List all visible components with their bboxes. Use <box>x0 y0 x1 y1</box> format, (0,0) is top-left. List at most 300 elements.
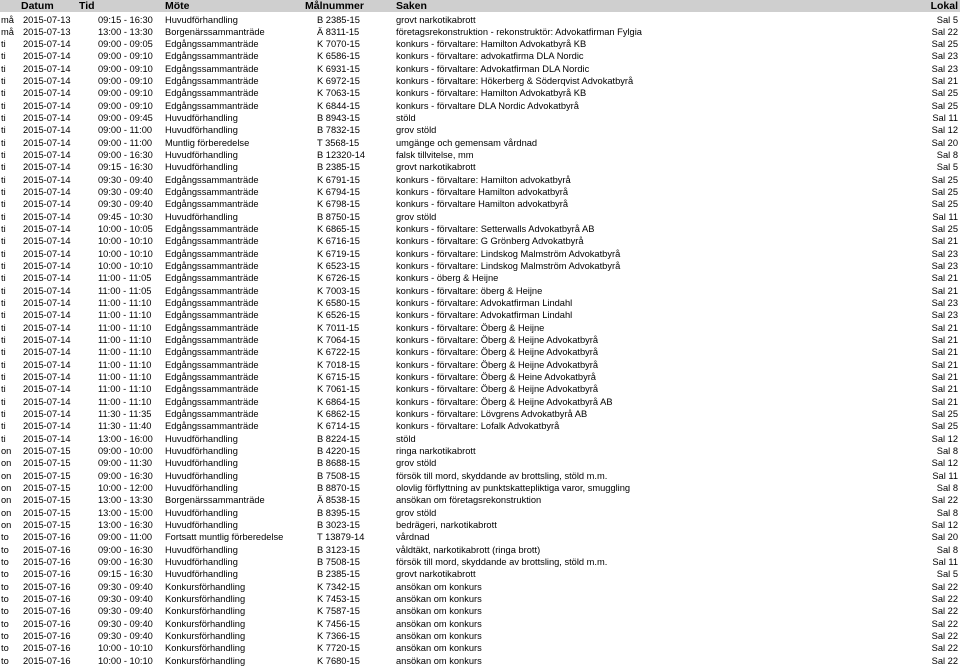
cell-date: 2015-07-14 <box>23 372 71 383</box>
cell-case-number: K 6726-15 <box>317 273 360 284</box>
cell-case-number: K 7061-15 <box>317 384 360 395</box>
cell-case-subject: konkurs - förvaltare: Hökerberg & Söderqvist Advokatbyrå <box>396 76 634 87</box>
cell-meeting-type: Edgångssammanträde <box>165 396 259 407</box>
cell-room: Sal 21 <box>931 359 958 370</box>
cell-date: 2015-07-14 <box>23 224 71 235</box>
table-row <box>0 618 960 631</box>
table-row <box>0 186 960 199</box>
cell-case-number: K 6798-15 <box>317 199 360 210</box>
table-row <box>0 383 960 396</box>
cell-weekday: ti <box>1 248 6 259</box>
cell-date: 2015-07-14 <box>23 359 71 370</box>
cell-meeting-type: Edgångssammanträde <box>165 248 259 259</box>
cell-date: 2015-07-14 <box>23 211 71 222</box>
cell-case-subject: konkurs - öberg & Heijne <box>396 273 499 284</box>
cell-meeting-type: Borgenärssammanträde <box>165 495 265 506</box>
cell-time: 10:00 - 10:10 <box>98 248 153 259</box>
cell-time: 11:00 - 11:10 <box>98 298 152 309</box>
cell-date: 2015-07-14 <box>23 76 71 87</box>
cell-weekday: to <box>1 544 9 555</box>
cell-weekday: ti <box>1 372 6 383</box>
cell-date: 2015-07-14 <box>23 248 71 259</box>
cell-case-subject: konkurs - förvaltare: Öberg & Heijne Advokatbyrå <box>396 335 599 346</box>
table-row <box>0 396 960 409</box>
cell-weekday: ti <box>1 433 6 444</box>
cell-case-subject: konkurs - förvaltare: Öberg & Heijne Advokatbyrå <box>396 384 599 395</box>
table-row <box>0 408 960 421</box>
cell-case-subject: konkurs - förvaltare: Advokatfirman DLA Nordic <box>396 63 590 74</box>
table-row <box>0 260 960 273</box>
cell-weekday: ti <box>1 396 6 407</box>
cell-room: Sal 21 <box>931 372 958 383</box>
cell-meeting-type: Edgångssammanträde <box>165 421 259 432</box>
cell-room: Sal 25 <box>931 100 958 111</box>
table-row <box>0 174 960 187</box>
cell-meeting-type: Edgångssammanträde <box>165 199 259 210</box>
cell-case-number: K 7064-15 <box>317 335 360 346</box>
cell-meeting-type: Borgenärssammanträde <box>165 26 265 37</box>
cell-case-subject: grov stöld <box>396 507 437 518</box>
cell-room: Sal 11 <box>932 557 958 568</box>
cell-time: 09:30 - 09:40 <box>98 618 153 629</box>
cell-time: 09:30 - 09:40 <box>98 199 153 210</box>
cell-meeting-type: Huvudförhandling <box>165 483 238 494</box>
cell-case-number: K 6715-15 <box>317 372 360 383</box>
cell-meeting-type: Huvudförhandling <box>165 162 238 173</box>
cell-case-number: K 6931-15 <box>317 63 360 74</box>
cell-weekday: ti <box>1 174 6 185</box>
cell-case-subject: konkurs - förvaltare: Lövgrens Advokatbyrå AB <box>396 409 588 420</box>
cell-room: Sal 20 <box>931 532 958 543</box>
cell-meeting-type: Edgångssammanträde <box>165 298 259 309</box>
cell-case-subject: konkurs - förvaltare Hamilton advokatbyrå <box>396 199 569 210</box>
cell-case-subject: konkurs - förvaltare Hamilton advokatbyrå <box>396 187 569 198</box>
table-row <box>0 605 960 618</box>
cell-weekday: ti <box>1 211 6 222</box>
cell-room: Sal 21 <box>931 285 958 296</box>
cell-weekday: ti <box>1 409 6 420</box>
cell-case-subject: grov stöld <box>396 125 437 136</box>
cell-case-subject: konkurs - förvaltare: öberg & Heijne <box>396 285 543 296</box>
cell-time: 09:00 - 09:45 <box>98 113 153 124</box>
cell-case-number: B 2385-15 <box>317 569 360 580</box>
cell-case-number: K 7587-15 <box>317 606 360 617</box>
cell-room: Sal 8 <box>936 483 958 494</box>
cell-case-number: B 8943-15 <box>317 113 360 124</box>
cell-weekday: ti <box>1 187 6 198</box>
cell-time: 11:00 - 11:10 <box>98 372 152 383</box>
table-row <box>0 581 960 594</box>
cell-meeting-type: Konkursförhandling <box>165 594 246 604</box>
table-row <box>0 642 960 655</box>
cell-time: 09:15 - 16:30 <box>98 162 153 173</box>
cell-meeting-type: Huvudförhandling <box>165 150 238 161</box>
cell-room: Sal 21 <box>931 347 958 358</box>
cell-weekday: ti <box>1 224 6 235</box>
cell-room: Sal 25 <box>931 88 958 99</box>
cell-case-number: Ä 8311-15 <box>317 26 360 37</box>
cell-weekday: to <box>1 618 9 629</box>
cell-room: Sal 25 <box>931 409 958 420</box>
cell-case-subject: ansökan om konkurs <box>396 594 482 604</box>
cell-room: Sal 25 <box>931 199 958 210</box>
cell-weekday: to <box>1 643 9 654</box>
cell-meeting-type: Edgångssammanträde <box>165 273 259 284</box>
cell-room: Sal 21 <box>931 236 958 247</box>
cell-case-number: K 7680-15 <box>317 655 360 666</box>
table-row <box>0 272 960 285</box>
cell-case-number: K 6586-15 <box>317 51 360 62</box>
table-row <box>0 14 960 27</box>
table-row <box>0 297 960 310</box>
cell-meeting-type: Edgångssammanträde <box>165 322 259 333</box>
cell-case-subject: konkurs - förvaltare: Öberg & Heijne Advokatbyrå <box>396 347 599 358</box>
cell-meeting-type: Edgångssammanträde <box>165 174 259 185</box>
cell-time: 13:00 - 13:30 <box>98 495 153 506</box>
cell-time: 09:00 - 11:00 <box>98 137 153 148</box>
cell-case-number: K 7342-15 <box>317 581 360 592</box>
cell-date: 2015-07-15 <box>23 483 71 494</box>
cell-time: 11:30 - 11:35 <box>98 409 152 420</box>
cell-case-subject: konkurs - förvaltare: Öberg & Heijne Advokatbyrå AB <box>396 396 613 407</box>
cell-case-subject: ringa narkotikabrott <box>396 446 476 457</box>
cell-weekday: on <box>1 495 12 506</box>
cell-weekday: to <box>1 655 9 666</box>
table-row <box>0 531 960 544</box>
cell-date: 2015-07-16 <box>23 581 71 592</box>
cell-date: 2015-07-14 <box>23 162 71 173</box>
table-row <box>0 149 960 162</box>
cell-case-number: Ä 8538-15 <box>317 495 360 506</box>
cell-case-subject: konkurs - förvaltare: advokatfirma DLA Nordic <box>396 51 584 62</box>
table-row <box>0 50 960 63</box>
cell-meeting-type: Konkursförhandling <box>165 631 246 641</box>
cell-case-subject: konkurs - förvaltare: Öberg & Heijne Advokatbyrå <box>396 359 599 370</box>
cell-date: 2015-07-15 <box>23 495 71 506</box>
cell-weekday: ti <box>1 285 6 296</box>
table-row <box>0 445 960 458</box>
cell-date: 2015-07-14 <box>23 113 71 124</box>
cell-room: Sal 23 <box>931 310 958 321</box>
table-row <box>0 457 960 470</box>
cell-case-subject: grov stöld <box>396 458 437 469</box>
cell-weekday: on <box>1 458 12 469</box>
cell-time: 10:00 - 10:10 <box>98 261 153 272</box>
cell-meeting-type: Edgångssammanträde <box>165 261 259 272</box>
table-row <box>0 137 960 150</box>
cell-weekday: on <box>1 446 12 457</box>
cell-weekday: ti <box>1 76 6 87</box>
cell-room: Sal 21 <box>931 76 958 87</box>
cell-case-number: B 3023-15 <box>317 520 360 531</box>
cell-case-number: K 7070-15 <box>317 39 360 50</box>
cell-case-number: K 6716-15 <box>317 236 360 247</box>
table-row <box>0 334 960 347</box>
cell-room: Sal 22 <box>931 594 958 604</box>
cell-case-subject: grov stöld <box>396 211 437 222</box>
cell-time: 09:00 - 16:30 <box>98 557 153 568</box>
table-row <box>0 544 960 557</box>
cell-meeting-type: Huvudförhandling <box>165 433 238 444</box>
table-row <box>0 223 960 236</box>
cell-weekday: ti <box>1 421 6 432</box>
table-row <box>0 124 960 137</box>
cell-date: 2015-07-14 <box>23 347 71 358</box>
cell-time: 09:30 - 09:40 <box>98 594 153 604</box>
cell-weekday: on <box>1 470 12 481</box>
cell-case-subject: olovlig förflyttning av punktskattepliktiga varor, smuggling <box>396 483 631 494</box>
cell-weekday: to <box>1 606 9 617</box>
cell-room: Sal 22 <box>931 643 958 654</box>
cell-case-number: B 8224-15 <box>317 433 360 444</box>
cell-weekday: ti <box>1 63 6 74</box>
cell-meeting-type: Edgångssammanträde <box>165 187 259 198</box>
table-row <box>0 593 960 606</box>
cell-time: 11:00 - 11:10 <box>98 347 152 358</box>
table-row <box>0 433 960 446</box>
cell-date: 2015-07-14 <box>23 421 71 432</box>
cell-room: Sal 23 <box>931 261 958 272</box>
cell-meeting-type: Edgångssammanträde <box>165 224 259 235</box>
cell-meeting-type: Edgångssammanträde <box>165 100 259 111</box>
table-row <box>0 470 960 483</box>
cell-case-number: K 7018-15 <box>317 359 360 370</box>
cell-case-subject: bedrägeri, narkotikabrott <box>396 520 497 531</box>
cell-date: 2015-07-16 <box>23 569 71 580</box>
cell-date: 2015-07-16 <box>23 618 71 629</box>
cell-room: Sal 22 <box>931 631 958 641</box>
cell-case-subject: konkurs - förvaltare: Öberg & Heijne <box>396 322 545 333</box>
cell-meeting-type: Edgångssammanträde <box>165 236 259 247</box>
table-row <box>0 75 960 88</box>
cell-meeting-type: Muntlig förberedelse <box>165 137 250 148</box>
cell-time: 13:00 - 15:00 <box>98 507 153 518</box>
cell-time: 09:00 - 09:10 <box>98 100 153 111</box>
cell-date: 2015-07-14 <box>23 150 71 161</box>
cell-weekday: to <box>1 631 9 641</box>
cell-weekday: on <box>1 520 12 531</box>
cell-date: 2015-07-14 <box>23 335 71 346</box>
cell-time: 11:00 - 11:10 <box>98 396 152 407</box>
table-row <box>0 285 960 298</box>
cell-date: 2015-07-16 <box>23 631 71 641</box>
cell-room: Sal 22 <box>931 495 958 506</box>
cell-case-number: B 7508-15 <box>317 557 360 568</box>
cell-room: Sal 22 <box>931 655 958 666</box>
table-row <box>0 322 960 335</box>
table-row <box>0 198 960 211</box>
cell-date: 2015-07-14 <box>23 310 71 321</box>
cell-date: 2015-07-14 <box>23 298 71 309</box>
cell-room: Sal 21 <box>931 384 958 395</box>
cell-room: Sal 25 <box>931 224 958 235</box>
cell-case-subject: ansökan om konkurs <box>396 581 482 592</box>
cell-case-subject: konkurs - förvaltare: Setterwalls Advokatbyrå AB <box>396 224 595 235</box>
cell-time: 09:00 - 10:00 <box>98 446 153 457</box>
cell-case-subject: konkurs - förvaltare: Lofalk Advokatbyrå <box>396 421 560 432</box>
cell-date: 2015-07-14 <box>23 100 71 111</box>
cell-weekday: må <box>1 14 14 25</box>
cell-room: Sal 25 <box>931 174 958 185</box>
cell-room: Sal 5 <box>936 14 958 25</box>
cell-room: Sal 25 <box>931 39 958 50</box>
cell-weekday: on <box>1 483 12 494</box>
cell-time: 09:00 - 09:10 <box>98 63 153 74</box>
cell-date: 2015-07-14 <box>23 199 71 210</box>
cell-case-subject: konkurs - förvaltare DLA Nordic Advokatbyrå <box>396 100 579 111</box>
cell-time: 09:00 - 09:10 <box>98 88 153 99</box>
cell-case-number: K 7003-15 <box>317 285 360 296</box>
cell-weekday: ti <box>1 137 6 148</box>
cell-meeting-type: Edgångssammanträde <box>165 88 259 99</box>
cell-meeting-type: Huvudförhandling <box>165 211 238 222</box>
cell-case-subject: konkurs - förvaltare: Advokatfirman Lindahl <box>396 298 573 309</box>
cell-case-number: T 3568-15 <box>317 137 360 148</box>
cell-case-number: B 8395-15 <box>317 507 360 518</box>
table-row <box>0 630 960 643</box>
cell-case-number: K 6862-15 <box>317 409 360 420</box>
header-datum: Datum <box>21 0 54 12</box>
cell-meeting-type: Huvudförhandling <box>165 446 238 457</box>
cell-case-number: K 6714-15 <box>317 421 360 432</box>
cell-meeting-type: Huvudförhandling <box>165 113 238 124</box>
cell-date: 2015-07-14 <box>23 137 71 148</box>
cell-time: 09:15 - 16:30 <box>98 14 153 25</box>
cell-date: 2015-07-14 <box>23 174 71 185</box>
cell-case-subject: konkurs - förvaltare: Lindskog Malmström Advokatbyrå <box>396 248 621 259</box>
cell-time: 09:00 - 11:00 <box>98 532 153 543</box>
cell-weekday: ti <box>1 347 6 358</box>
cell-time: 13:00 - 13:30 <box>98 26 153 37</box>
cell-time: 10:00 - 10:10 <box>98 643 153 654</box>
cell-room: Sal 23 <box>931 248 958 259</box>
cell-time: 09:00 - 09:05 <box>98 39 153 50</box>
cell-date: 2015-07-16 <box>23 643 71 654</box>
cell-case-subject: företagsrekonstruktion - rekonstruktör: Advokatfirman Fylgia <box>396 26 642 37</box>
cell-date: 2015-07-16 <box>23 532 71 543</box>
cell-case-number: K 7456-15 <box>317 618 360 629</box>
cell-date: 2015-07-14 <box>23 396 71 407</box>
cell-case-number: B 7832-15 <box>317 125 360 136</box>
table-row <box>0 63 960 76</box>
cell-case-number: B 4220-15 <box>317 446 360 457</box>
cell-case-number: K 6580-15 <box>317 298 360 309</box>
cell-weekday: ti <box>1 384 6 395</box>
cell-meeting-type: Edgångssammanträde <box>165 51 259 62</box>
cell-case-number: B 3123-15 <box>317 544 360 555</box>
cell-case-subject: ansökan om konkurs <box>396 631 482 641</box>
cell-weekday: ti <box>1 310 6 321</box>
cell-date: 2015-07-15 <box>23 507 71 518</box>
cell-weekday: ti <box>1 335 6 346</box>
cell-case-subject: falsk tillvitelse, mm <box>396 150 474 161</box>
cell-case-number: B 2385-15 <box>317 14 360 25</box>
cell-room: Sal 22 <box>931 618 958 629</box>
cell-time: 10:00 - 10:10 <box>98 655 153 666</box>
cell-meeting-type: Edgångssammanträde <box>165 63 259 74</box>
cell-meeting-type: Edgångssammanträde <box>165 384 259 395</box>
cell-case-subject: ansökan om konkurs <box>396 655 482 666</box>
cell-case-number: B 12320-14 <box>317 150 366 161</box>
cell-case-subject: stöld <box>396 433 416 444</box>
cell-time: 09:30 - 09:40 <box>98 631 153 641</box>
cell-room: Sal 11 <box>932 470 958 481</box>
cell-case-number: B 2385-15 <box>317 162 360 173</box>
cell-time: 09:30 - 09:40 <box>98 187 153 198</box>
table-row <box>0 211 960 224</box>
cell-date: 2015-07-16 <box>23 594 71 604</box>
table-row <box>0 346 960 359</box>
cell-case-number: K 7720-15 <box>317 643 360 654</box>
cell-case-number: K 7011-15 <box>317 322 360 333</box>
cell-weekday: to <box>1 581 9 592</box>
table-row <box>0 248 960 261</box>
cell-time: 09:00 - 09:10 <box>98 51 153 62</box>
cell-meeting-type: Edgångssammanträde <box>165 285 259 296</box>
cell-meeting-type: Edgångssammanträde <box>165 310 259 321</box>
cell-time: 09:15 - 16:30 <box>98 569 153 580</box>
cell-time: 10:00 - 12:00 <box>98 483 153 494</box>
cell-room: Sal 21 <box>931 335 958 346</box>
cell-time: 13:00 - 16:00 <box>98 433 153 444</box>
cell-case-subject: grovt narkotikabrott <box>396 569 476 580</box>
cell-date: 2015-07-14 <box>23 273 71 284</box>
cell-date: 2015-07-14 <box>23 187 71 198</box>
cell-date: 2015-07-13 <box>23 26 71 37</box>
table-row <box>0 371 960 384</box>
cell-time: 11:00 - 11:10 <box>98 322 152 333</box>
cell-case-number: K 6844-15 <box>317 100 360 111</box>
cell-time: 09:00 - 11:30 <box>98 458 153 469</box>
cell-case-number: B 8688-15 <box>317 458 360 469</box>
cell-room: Sal 12 <box>931 520 958 531</box>
cell-room: Sal 21 <box>931 273 958 284</box>
cell-room: Sal 23 <box>931 51 958 62</box>
cell-meeting-type: Fortsatt muntlig förberedelse <box>165 532 284 543</box>
cell-time: 09:00 - 16:30 <box>98 470 153 481</box>
cell-weekday: ti <box>1 298 6 309</box>
cell-time: 10:00 - 10:10 <box>98 236 153 247</box>
cell-weekday: ti <box>1 150 6 161</box>
cell-case-subject: försök till mord, skyddande av brottsling, stöld m.m. <box>396 470 608 481</box>
table-row <box>0 420 960 433</box>
cell-case-subject: ansökan om konkurs <box>396 606 482 617</box>
cell-date: 2015-07-14 <box>23 322 71 333</box>
cell-weekday: to <box>1 557 9 568</box>
cell-date: 2015-07-14 <box>23 409 71 420</box>
cell-date: 2015-07-16 <box>23 655 71 666</box>
cell-room: Sal 8 <box>936 507 958 518</box>
cell-date: 2015-07-14 <box>23 51 71 62</box>
header-mote: Möte <box>165 0 190 12</box>
cell-weekday: ti <box>1 236 6 247</box>
cell-time: 09:00 - 11:00 <box>98 125 153 136</box>
table-row <box>0 100 960 113</box>
cell-time: 09:00 - 16:30 <box>98 150 153 161</box>
table-row <box>0 568 960 581</box>
cell-case-subject: försök till mord, skyddande av brottsling, stöld m.m. <box>396 557 608 568</box>
cell-room: Sal 12 <box>931 433 958 444</box>
cell-case-number: K 6523-15 <box>317 261 360 272</box>
cell-case-subject: ansökan om konkurs <box>396 618 482 629</box>
cell-time: 11:00 - 11:05 <box>98 273 152 284</box>
header-malnummer: Målnummer <box>305 0 364 12</box>
cell-weekday: ti <box>1 273 6 284</box>
table-row <box>0 494 960 507</box>
cell-weekday: ti <box>1 39 6 50</box>
cell-case-number: K 6722-15 <box>317 347 360 358</box>
cell-date: 2015-07-13 <box>23 14 71 25</box>
